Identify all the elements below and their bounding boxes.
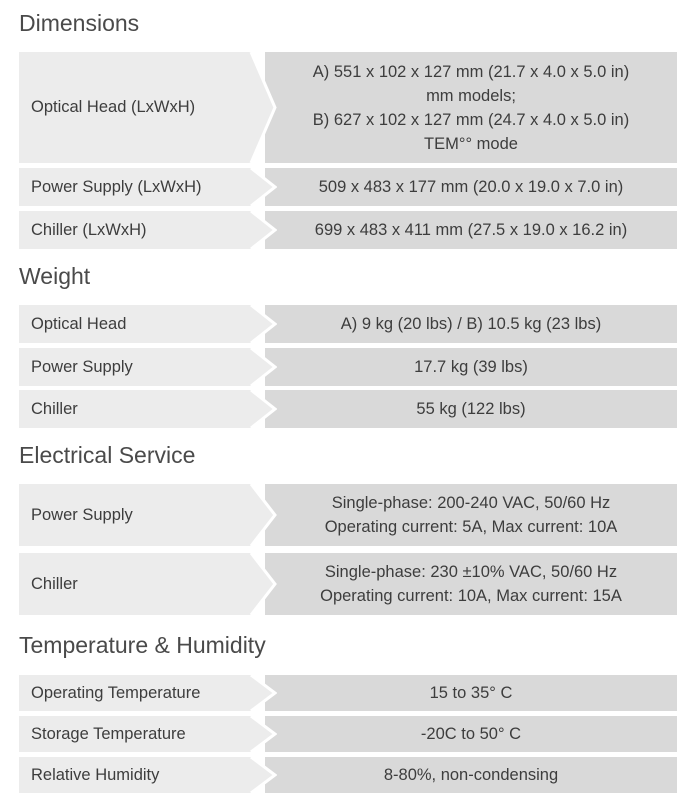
spec-row-power-supply-electrical — [19, 484, 677, 546]
spec-value — [265, 52, 677, 163]
row-divider-arrow-icon — [245, 305, 277, 343]
spec-label: Optical Head (LxWxH) — [19, 52, 251, 163]
row-divider-arrow-icon — [245, 553, 277, 615]
spec-value-line: A) 551 x 102 x 127 mm (21.7 x 4.0 x 5.0 in) — [312, 62, 630, 81]
spec-row-optical-head-weight — [19, 305, 677, 343]
spec-value — [265, 305, 677, 343]
spec-value-line: Operating current: 5A, Max current: 10A — [324, 518, 618, 536]
spec-row-chiller-weight — [19, 390, 677, 428]
row-divider-arrow-icon — [245, 348, 277, 386]
spec-value-line: Single-phase: 230 ±10% VAC, 50/60 Hz — [324, 563, 618, 581]
spec-label: Power Supply (LxWxH) — [19, 168, 251, 206]
row-divider-arrow-icon — [245, 52, 277, 163]
spec-value-line: 8-80%, non-condensing — [383, 766, 559, 784]
spec-label: Power Supply — [19, 348, 251, 386]
spec-value-line: 17.7 kg (39 lbs) — [414, 358, 528, 376]
section-title-temperature-humidity: Temperature & Humidity — [19, 632, 266, 658]
spec-value-line: 15 to 35° C — [429, 684, 513, 702]
spec-value-line: B) 627 x 102 x 127 mm (24.7 x 4.0 x 5.0 in) — [312, 110, 630, 129]
spec-value — [265, 348, 677, 386]
spec-value-line: 55 kg (122 lbs) — [416, 400, 526, 418]
row-divider-arrow-icon — [245, 484, 277, 546]
spec-label: Chiller (LxWxH) — [19, 211, 251, 249]
row-divider-arrow-icon — [245, 757, 277, 793]
spec-row-power-supply-dimensions — [19, 168, 677, 206]
spec-row-operating-temperature — [19, 675, 677, 711]
spec-value — [265, 675, 677, 711]
spec-value — [265, 168, 677, 206]
row-divider-arrow-icon — [245, 168, 277, 206]
spec-value-line: TEM°° mode — [424, 134, 518, 153]
spec-row-power-supply-weight — [19, 348, 677, 386]
spec-label: Optical Head — [19, 305, 251, 343]
spec-value — [265, 484, 677, 546]
spec-value — [265, 757, 677, 793]
spec-label: Operating Temperature — [19, 675, 251, 711]
spec-value-line: 699 x 483 x 411 mm (27.5 x 19.0 x 16.2 in) — [314, 221, 628, 239]
spec-value-line: A) 9 kg (20 lbs) / B) 10.5 kg (23 lbs) — [340, 315, 602, 333]
spec-value — [265, 211, 677, 249]
section-title-electrical-service: Electrical Service — [19, 442, 196, 468]
section-title-dimensions: Dimensions — [19, 10, 140, 36]
spec-value — [265, 390, 677, 428]
spec-row-chiller-dimensions — [19, 211, 677, 249]
spec-row-chiller-electrical — [19, 553, 677, 615]
spec-value — [265, 716, 677, 752]
spec-value-line: mm models; — [426, 86, 516, 105]
spec-row-optical-head-dimensions — [19, 52, 677, 163]
spec-value-line: Operating current: 10A, Max current: 15A — [320, 587, 622, 605]
spec-value-line: 509 x 483 x 177 mm (20.0 x 19.0 x 7.0 in) — [318, 178, 624, 196]
spec-row-relative-humidity — [19, 757, 677, 793]
spec-label: Power Supply — [19, 484, 251, 546]
spec-label: Chiller — [19, 553, 251, 615]
row-divider-arrow-icon — [245, 716, 277, 752]
spec-value-line: -20C to 50° C — [420, 725, 522, 743]
row-divider-arrow-icon — [245, 390, 277, 428]
row-divider-arrow-icon — [245, 211, 277, 249]
row-divider-arrow-icon — [245, 675, 277, 711]
spec-value-line: Single-phase: 200-240 VAC, 50/60 Hz — [331, 494, 611, 512]
spec-label: Storage Temperature — [19, 716, 251, 752]
spec-value — [265, 553, 677, 615]
spec-row-storage-temperature — [19, 716, 677, 752]
spec-label: Relative Humidity — [19, 757, 251, 793]
section-title-weight: Weight — [19, 263, 91, 289]
spec-label: Chiller — [19, 390, 251, 428]
